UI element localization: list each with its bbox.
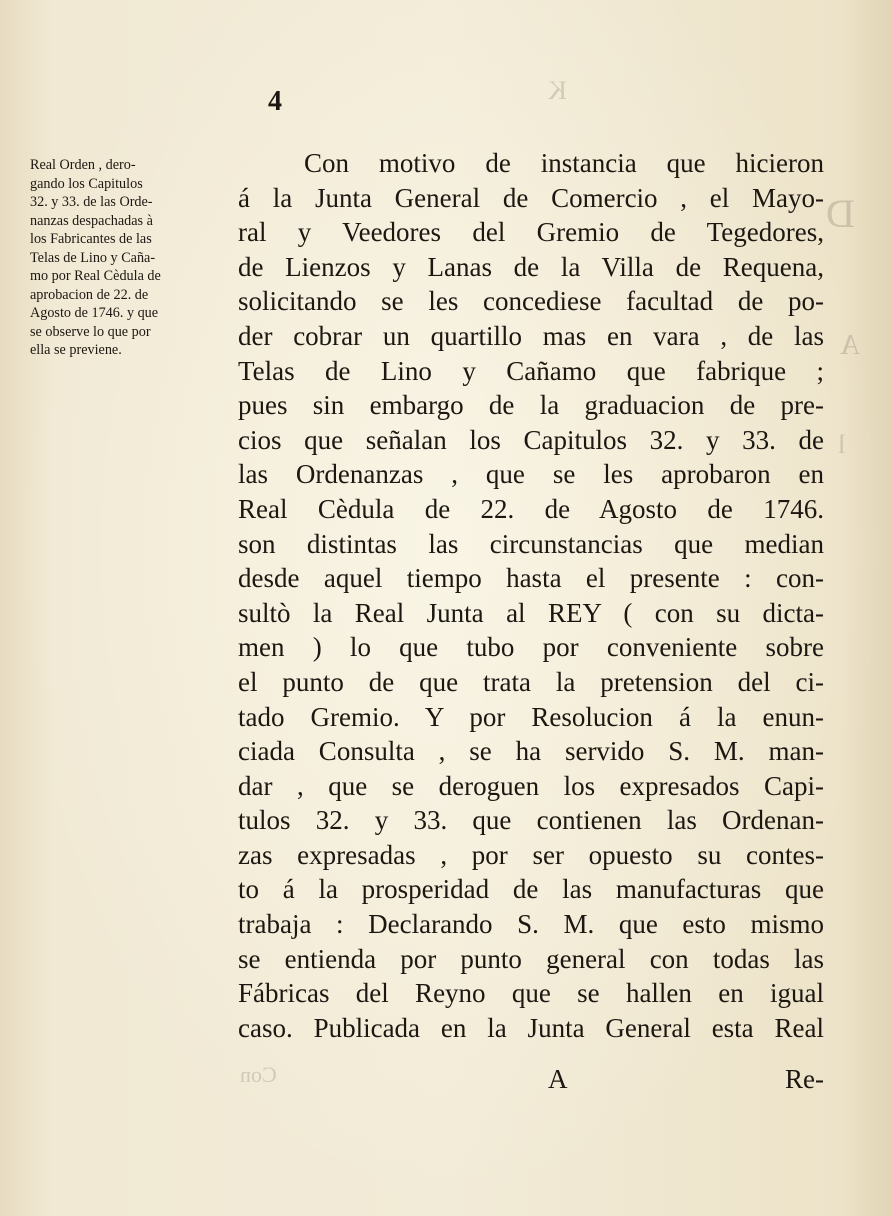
margin-note-line: nanzas despachadas à [30, 212, 153, 229]
page-number: 4 [268, 86, 282, 117]
body-line: der cobrar un quartillo mas en vara , de las [238, 320, 824, 351]
body-line: el punto de que trata la pretension del ci- [238, 666, 824, 697]
show-through-shadow: A [840, 330, 861, 361]
body-text [238, 146, 824, 1045]
show-through-shadow: D [826, 191, 855, 236]
body-line: cios que señalan los Capitulos 32. y 33. de [238, 424, 824, 455]
body-line: de Lienzos y Lanas de la Villa de Requena, [238, 251, 824, 282]
margin-note-line: ella se previene. [30, 342, 122, 358]
body-line: Fábricas del Reyno que se hallen en igual [238, 978, 824, 1009]
body-line: las Ordenanzas , que se les aprobaron en [238, 459, 824, 490]
margin-note-line: se observe lo que por [30, 323, 151, 340]
body-line: Con motivo de instancia que hicieron [304, 148, 824, 178]
margin-note-line: aprobacion de 22. de [30, 286, 149, 303]
margin-note-line: 32. y 33. de las Orde- [30, 194, 153, 210]
body-line: caso. Publicada en la Junta General esta Real [238, 1012, 824, 1043]
body-line: ciada Consulta , se ha servido S. M. man- [238, 736, 824, 767]
body-line: Real Cèdula de 22. de Agosto de 1746. [238, 493, 824, 524]
margin-note-line: mo por Real Cèdula de [30, 268, 161, 284]
body-line: desde aquel tiempo hasta el presente : con- [238, 563, 824, 594]
margin-note [30, 156, 218, 360]
body-line: tado Gremio. Y por Resolucion á la enun- [238, 701, 824, 732]
body-line: solicitando se les concediese facultad de po- [238, 286, 824, 317]
page-footer [238, 1064, 824, 1104]
margin-note-line: Telas de Lino y Caña- [30, 249, 156, 266]
body-line: ral y Veedores del Gremio de Tegedores, [238, 217, 824, 248]
body-line: á la Junta General de Comercio , el Mayo- [238, 182, 824, 213]
margin-note-line: los Fabricantes de las [30, 231, 152, 247]
margin-note-line: gando los Capitulos [30, 175, 143, 192]
show-through-shadow: l [838, 430, 846, 459]
catchword: Re- [785, 1064, 824, 1094]
body-line: se entienda por punto general con todas las [238, 943, 824, 974]
body-line: zas expresadas , por ser opuesto su contes- [238, 839, 824, 870]
body-line: dar , que se deroguen los expresados Capi- [238, 770, 824, 801]
body-line: trabaja : Declarando S. M. que esto mismo [238, 909, 824, 940]
show-through-shadow: K [548, 76, 567, 105]
body-line: men ) lo que tubo por conveniente sobre [238, 632, 824, 663]
body-line: Telas de Lino y Cañamo que fabrique ; [238, 355, 824, 386]
body-line: son distintas las circunstancias que median [238, 528, 824, 559]
body-line: pues sin embargo de la graduacion de pre- [238, 390, 824, 421]
margin-note-line: Agosto de 1746. y que [30, 305, 159, 321]
margin-note-line: Real Orden , dero- [30, 157, 136, 173]
show-through-shadow: Con [240, 1062, 277, 1087]
body-line: tulos 32. y 33. que contienen las Ordenan- [238, 805, 824, 836]
signature-mark: A [548, 1064, 568, 1094]
body-line: to á la prosperidad de las manufacturas que [238, 874, 824, 905]
body-line: sultò la Real Junta al REY ( con su dicta- [238, 597, 824, 628]
